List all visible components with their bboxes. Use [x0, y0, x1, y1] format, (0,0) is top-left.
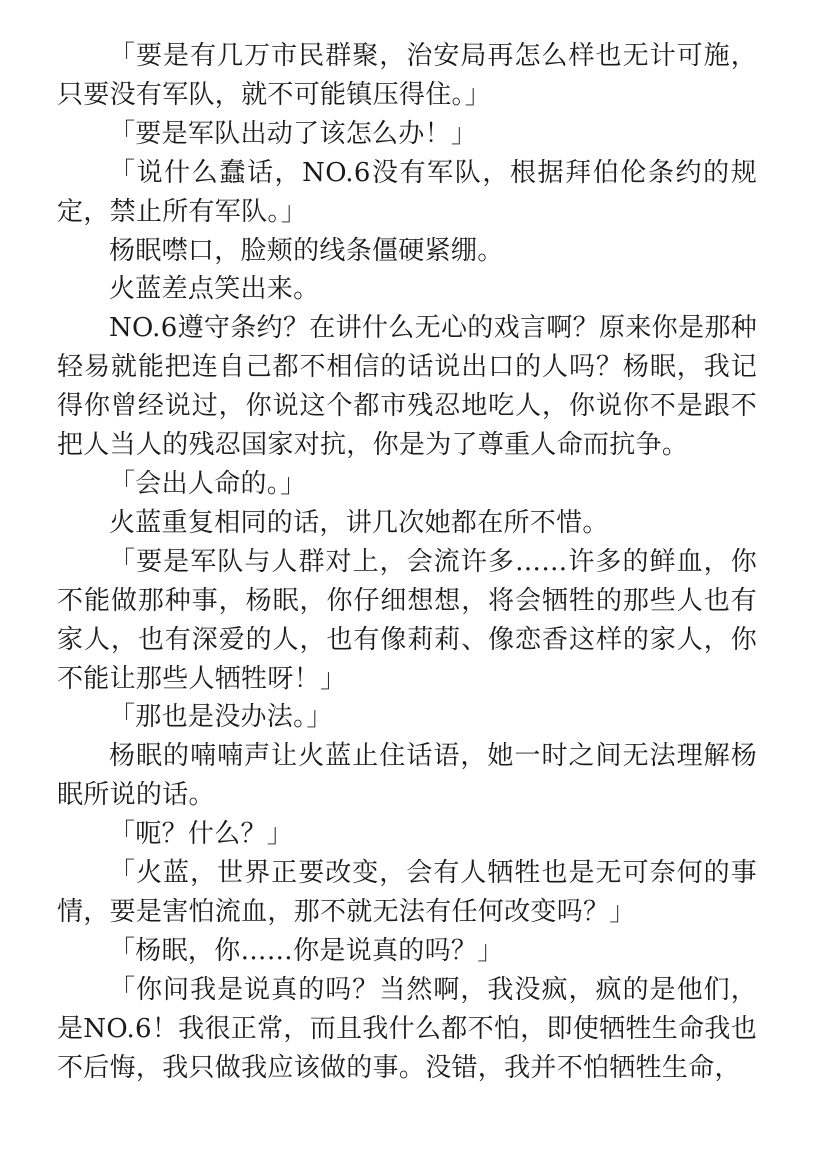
paragraph: 「你问我是说真的吗？当然啊，我没疯，疯的是他们，是NO.6！我很正常，而且我什么都不怕，即使牺牲生命我也不后悔，我只做我应该做的事。没错，我并不怕牺牲生命， [57, 974, 757, 1083]
paragraph: 杨眠的喃喃声让火蓝止住话语，她一时之间无法理解杨眠所说的话。 [57, 741, 757, 811]
paragraph: 「呃？什么？」 [109, 819, 294, 850]
paragraph: 「要是有几万市民群聚，治安局再怎么样也无计可施，只要没有军队，就不可能镇压得住。」 [57, 41, 757, 110]
paragraph: NO.6遵守条约？在讲什么无心的戏言啊？原来你是那种轻易就能把连自己都不相信的话说出口的人吗？杨眠，我记得你曾经说过，你说这个都市残忍地吃人，你说你不是跟不把人当人的残忍国家对抗，你是为了尊重人命而抗争。 [57, 313, 757, 461]
page-body [57, 37, 757, 1087]
paragraph: 「会出人命的。」 [109, 468, 307, 499]
paragraph: 「那也是没办法。」 [109, 702, 333, 733]
paragraph: 杨眠噤口，脸颊的线条僵硬紧绷。 [109, 235, 504, 266]
paragraph: 火蓝差点笑出来。 [109, 274, 320, 305]
paragraph: 「说什么蠢话，NO.6没有军队，根据拜伯伦条约的规定，禁止所有军队。」 [57, 157, 757, 227]
paragraph: 「火蓝，世界正要改变，会有人牺牲也是无可奈何的事情，要是害怕流血，那不就无法有任何改变吗？」 [57, 858, 757, 927]
paragraph: 「杨眠，你……你是说真的吗？」 [109, 935, 504, 966]
paragraph: 「要是军队与人群对上，会流许多……许多的鲜血，你不能做那种事，杨眠，你仔细想想，将会牺牲的那些人也有家人，也有深爱的人，也有像莉莉、像恋香这样的家人，你不能让那些人牺牲呀！」 [57, 546, 757, 694]
paragraph: 「要是军队出动了该怎么办！」 [109, 118, 478, 149]
paragraph: 火蓝重复相同的话，讲几次她都在所不惜。 [109, 507, 609, 538]
